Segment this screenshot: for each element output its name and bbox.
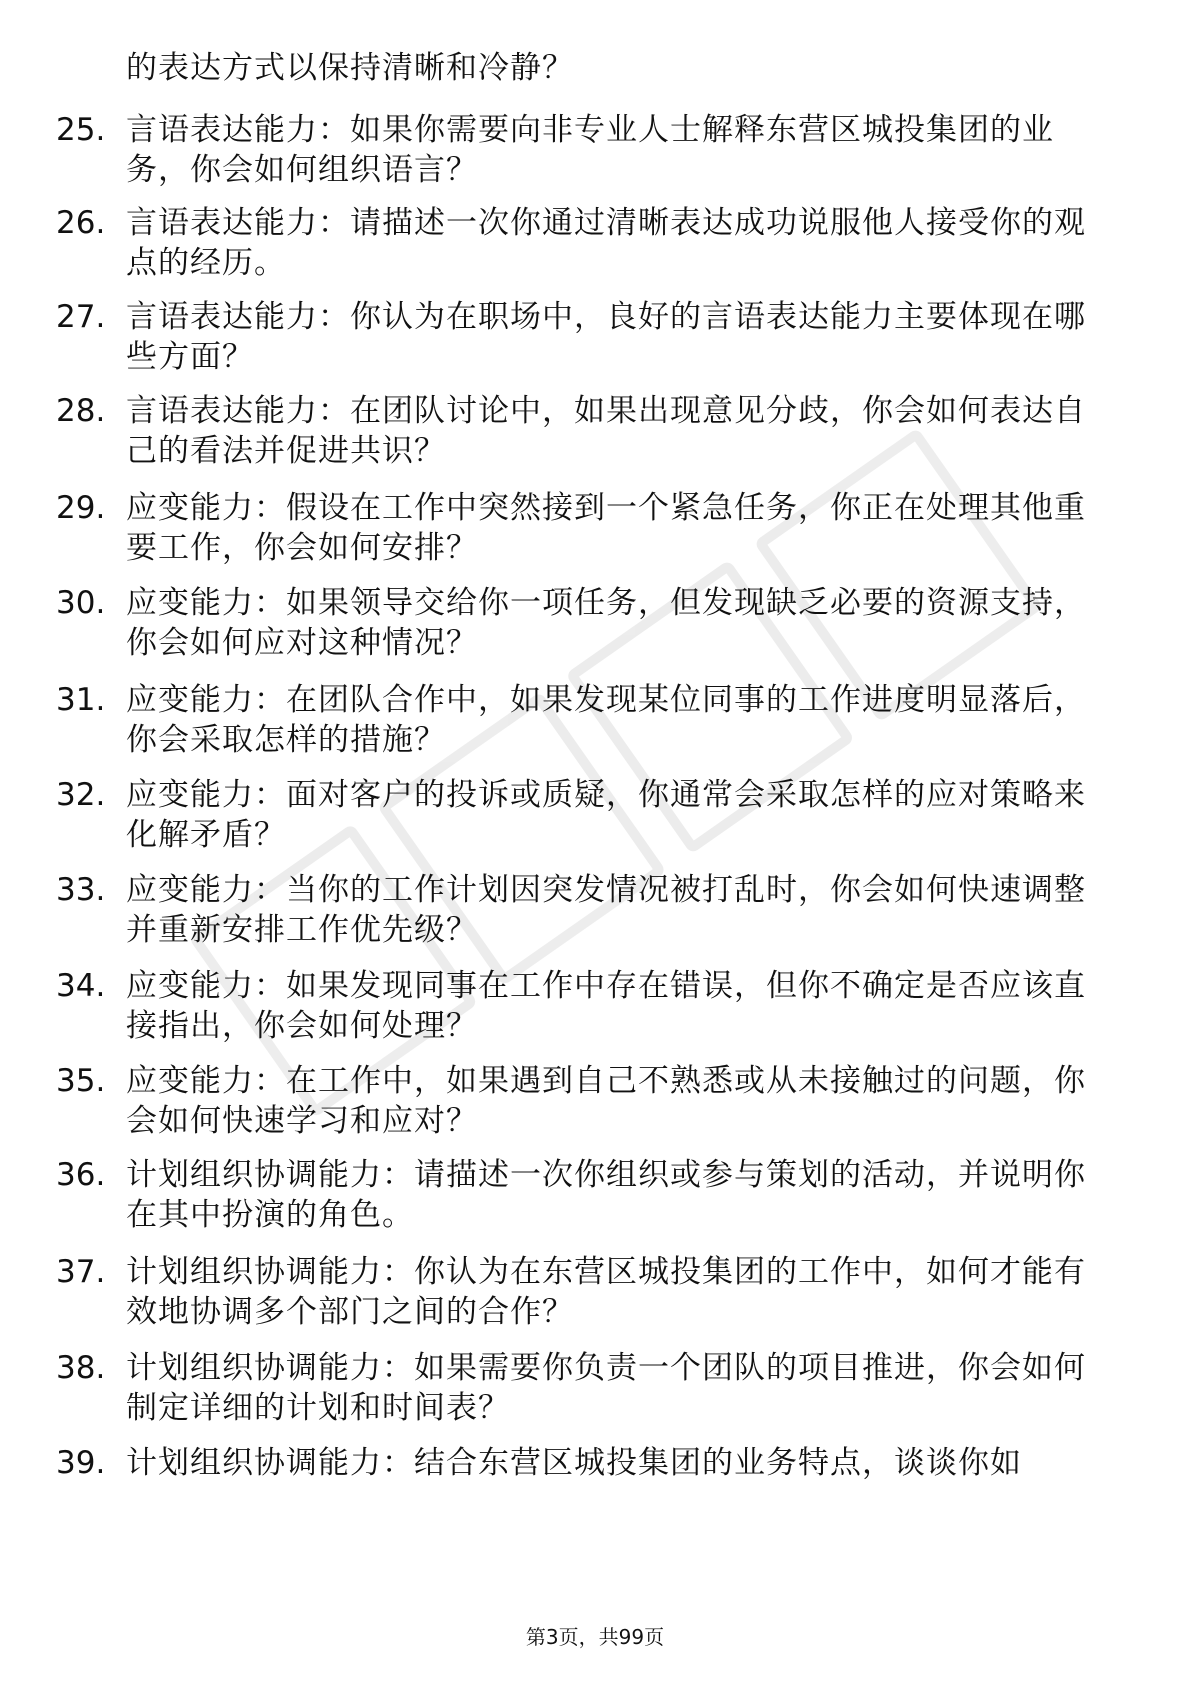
item-number: 35. [56,1063,106,1099]
item-number: 36. [56,1157,106,1193]
continuation-text: 的表达方式以保持清晰和冷静？ [126,50,574,86]
item-text: 应变能力：假设在工作中突然接到一个紧急任务，你正在处理其他重要工作，你会如何安排？ [126,490,1086,566]
item-number: 28. [56,393,106,429]
item-text: 计划组织协调能力：请描述一次你组织或参与策划的活动，并说明你在其中扮演的角色。 [126,1157,1086,1233]
item-text: 言语表达能力：你认为在职场中，良好的言语表达能力主要体现在哪些方面？ [126,299,1086,375]
item-text: 计划组织协调能力：如果需要你负责一个团队的项目推进，你会如何制定详细的计划和时间表？ [126,1350,1086,1426]
item-text: 应变能力：在团队合作中，如果发现某位同事的工作进度明显落后，你会采取怎样的措施？ [126,682,1086,758]
item-number: 33. [56,872,106,908]
item-text: 言语表达能力：请描述一次你通过清晰表达成功说服他人接受你的观点的经历。 [126,205,1086,281]
item-text: 应变能力：在工作中，如果遇到自己不熟悉或从未接触过的问题，你会如何快速学习和应对？ [126,1063,1086,1139]
item-number: 38. [56,1350,106,1386]
item-number: 39. [56,1445,106,1481]
page-footer: 第3页，共99页 [525,1625,665,1649]
item-number: 34. [56,968,106,1004]
item-number: 27. [56,299,106,335]
item-text: 言语表达能力：在团队讨论中，如果出现意见分歧，你会如何表达自己的看法并促进共识？ [126,393,1086,469]
item-text: 计划组织协调能力：结合东营区城投集团的业务特点，谈谈你如 [126,1445,1022,1481]
item-text: 应变能力：当你的工作计划因突发情况被打乱时，你会如何快速调整并重新安排工作优先级？ [126,872,1086,948]
item-number: 26. [56,205,106,241]
item-number: 25. [56,112,106,148]
item-number: 37. [56,1254,106,1290]
item-text: 言语表达能力：如果你需要向非专业人士解释东营区城投集团的业务，你会如何组织语言？ [126,112,1054,188]
item-text: 计划组织协调能力：你认为在东营区城投集团的工作中，如何才能有效地协调多个部门之间的合作？ [126,1254,1086,1330]
item-number: 30. [56,585,106,621]
item-number: 31. [56,682,106,718]
item-number: 29. [56,490,106,526]
item-text: 应变能力：如果领导交给你一项任务，但发现缺乏必要的资源支持，你会如何应对这种情况？ [126,585,1086,661]
item-text: 应变能力：面对客户的投诉或质疑，你通常会采取怎样的应对策略来化解矛盾？ [126,777,1086,853]
item-text: 应变能力：如果发现同事在工作中存在错误，但你不确定是否应该直接指出，你会如何处理？ [126,968,1086,1044]
item-number: 32. [56,777,106,813]
